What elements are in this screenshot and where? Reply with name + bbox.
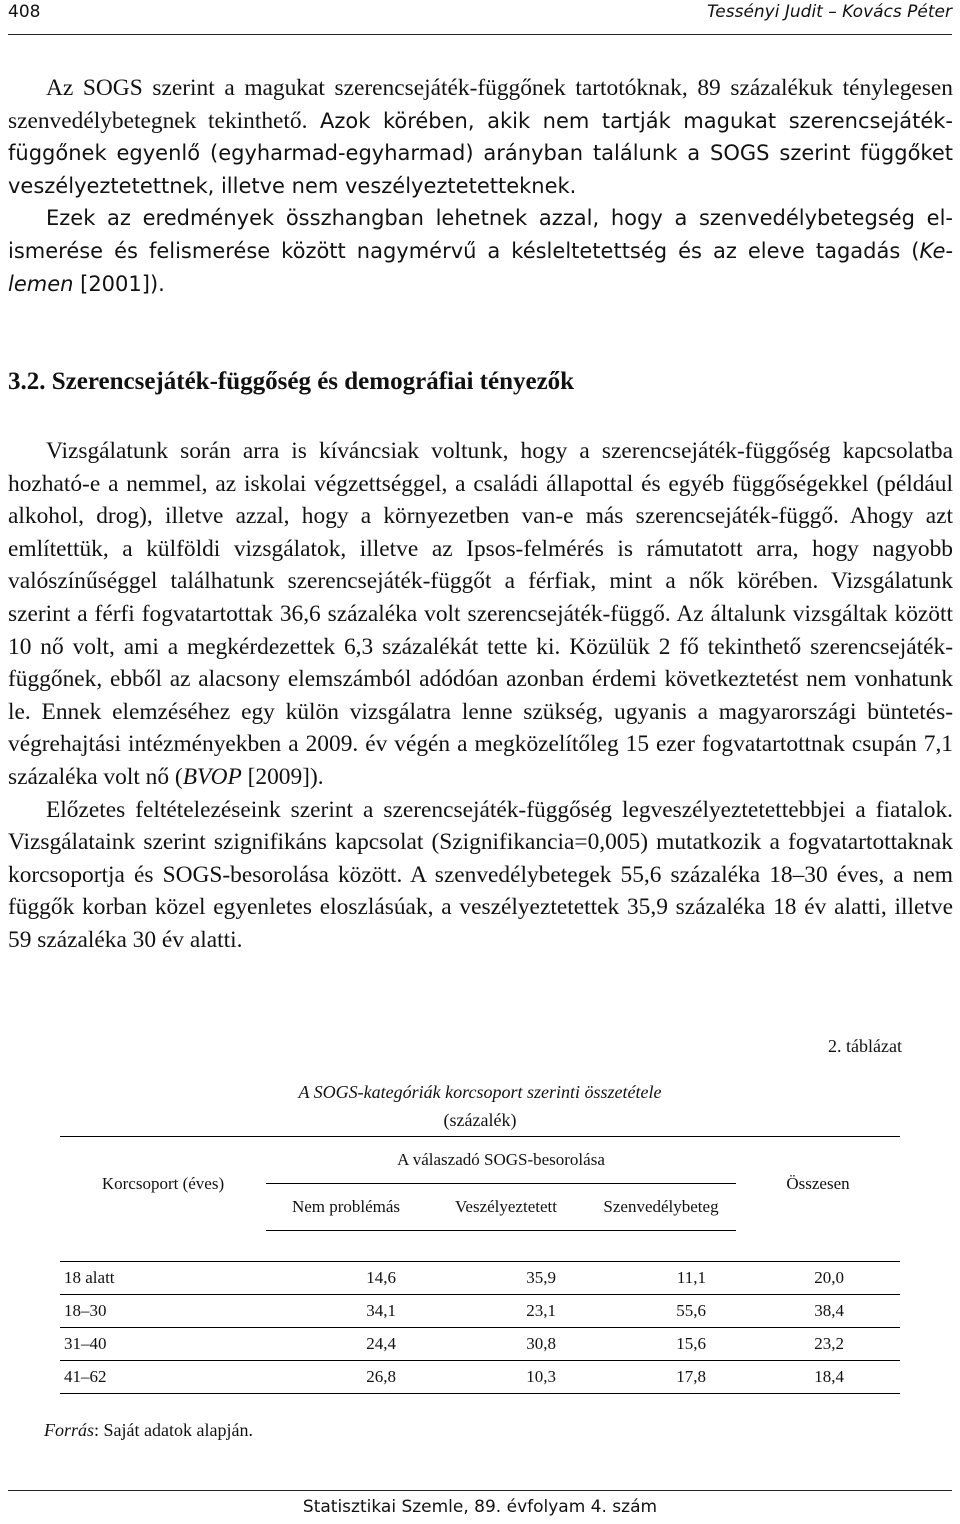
source-label: Forrás <box>44 1420 95 1440</box>
header-sogs-group: A válaszadó SOGS-besorolása <box>266 1137 736 1184</box>
table-row <box>60 1361 900 1394</box>
header-not-problematic: Nem problémás <box>266 1184 426 1231</box>
row-label: 18 alatt <box>60 1262 266 1295</box>
cell-not-problematic: 34,1 <box>266 1295 426 1328</box>
running-head-authors: Tessényi Judit – Kovács Péter <box>706 2 952 22</box>
cell-at-risk: 23,1 <box>426 1295 586 1328</box>
table-row <box>60 1262 900 1295</box>
paragraph-3-text: Vizsgálatunk során arra is kíváncsiak voltunk, hogy a szerencsejáték-függőség kapcsolatba hozható-e a nemmel, az iskolai végzettséggel, a családi állapottal és egyéb függőségekkel (például alkohol, drog), illetve azzal, hogy a környezetben van-e más szerencsejáték-függő. Ahogy azt említettük, a külföldi vizsgálatok, illetve az Ipsos-felmérés is rámutatott arra, hogy nagyobb valószínűséggel találhatunk szerencsejáték-függőt a férfiak, mint a nők körében. Vizsgálatunk szerint a férfi fogvatartottak 36,6 százaléka volt szerencsejáték-függő. Az általunk vizsgáltak között 10 nő volt, ami a megkérdezettek 6,3 százalékát tette ki. Közülük 2 fő tekinthető szerencsejáték-függőnek, ebből az alacsony elemszámból adódóan azonban érdemi következtetést nem vonhatunk le. Ennek elemzéséhez egy külön vizsgálatra lenne szükség, ugyanis a magyarországi büntetés-végrehajtási intézményekben a 2009. év végén a megközelítőleg 15 ezer fogvatartottnak csupán 7,1 százaléka volt nő ( <box>8 438 953 790</box>
cell-addicted: 11,1 <box>586 1262 736 1295</box>
cell-not-problematic: 26,8 <box>266 1361 426 1394</box>
paragraph-3-tail: [2009]). <box>241 763 324 790</box>
paragraph-2 <box>8 202 953 300</box>
page-footer: Statisztikai Szemle, 89. évfolyam 4. szám <box>8 1490 952 1524</box>
paragraph-4: Előzetes feltételezéseink szerint a szerencsejáték-függőség legveszélyeztetettebbjei a fiatalok. Vizsgálataink szerint szignifikáns kapcsolat (Szignifikancia=0,005) mutatkozik a fogvatartottaknak korcsoportja és SOGS-besorolása között. A szenvedélybetegek 55,6 százaléka 18–30 éves, a nem függők korban közel egyenletes eloszlásúak, a veszélyeztetettek 35,9 százaléka 18 év alatti, illetve 59 százaléka 30 év alatti. <box>8 796 953 953</box>
section-heading: 3.2. Szerencsejáték-függőség és demográfiai tényezők <box>8 368 575 395</box>
table-row <box>60 1295 900 1328</box>
row-label: 18–30 <box>60 1295 266 1328</box>
page-header <box>8 0 952 35</box>
paragraph-2-text: Ezek az eredmények összhangban lehetnek azzal, hogy a szenvedélybetegség elismerése és felismerése között nagymérvű a késleltetettség és az eleve tagadás ( <box>8 206 953 263</box>
header-total: Összesen <box>736 1137 900 1231</box>
paragraph-1-sentence-2: Azok körében, akik nem tartják magukat szerencsejáték-függőnek egyenlő (egyharmad-egyharmad) arányban találunk a SOGS szerint függőket veszélyeztetettnek, illetve nem veszélyeztetetteknek. <box>8 108 953 198</box>
cell-not-problematic: 24,4 <box>266 1328 426 1361</box>
table-spacer-row <box>60 1231 900 1262</box>
cell-total: 23,2 <box>736 1328 900 1361</box>
text-block-2 <box>8 435 953 957</box>
table-source <box>44 1420 253 1441</box>
cell-total: 38,4 <box>736 1295 900 1328</box>
table-number: 2. táblázat <box>828 1036 902 1056</box>
cell-total: 20,0 <box>736 1262 900 1295</box>
page-number: 408 <box>8 2 41 22</box>
cell-total: 18,4 <box>736 1361 900 1394</box>
cell-addicted: 55,6 <box>586 1295 736 1328</box>
cell-at-risk: 35,9 <box>426 1262 586 1295</box>
cell-at-risk: 30,8 <box>426 1328 586 1361</box>
header-addicted: Szenvedélybeteg <box>586 1184 736 1231</box>
table-row <box>60 1328 900 1361</box>
row-label: 41–62 <box>60 1361 266 1394</box>
text-block-1 <box>8 72 953 300</box>
table-title: A SOGS-kategóriák korcsoport szerinti összetétele <box>298 1082 662 1102</box>
citation-author: Kelemen <box>8 238 953 296</box>
paragraph-3 <box>8 435 953 794</box>
paragraph-1-sentence-1: Az SOGS szerint a magukat szerencsejáték-függőnek tartotóknak, 89 százalékuk ténylegesen szenvedélybetegnek tekinthető. <box>8 75 953 134</box>
paragraph-2-tail: [2001]). <box>73 271 165 296</box>
header-age-group: Korcsoport (éves) <box>60 1137 266 1231</box>
cell-addicted: 15,6 <box>586 1328 736 1361</box>
source-text: : Saját adatok alapján. <box>94 1420 253 1440</box>
table-caption <box>200 1078 760 1134</box>
cell-at-risk: 10,3 <box>426 1361 586 1394</box>
table-unit: (százalék) <box>443 1110 517 1130</box>
data-table <box>60 1136 900 1394</box>
paragraph-1 <box>8 72 953 202</box>
cell-not-problematic: 14,6 <box>266 1262 426 1295</box>
header-at-risk: Veszélyeztetett <box>426 1184 586 1231</box>
citation-source: BVOP <box>182 763 242 790</box>
cell-addicted: 17,8 <box>586 1361 736 1394</box>
row-label: 31–40 <box>60 1328 266 1361</box>
